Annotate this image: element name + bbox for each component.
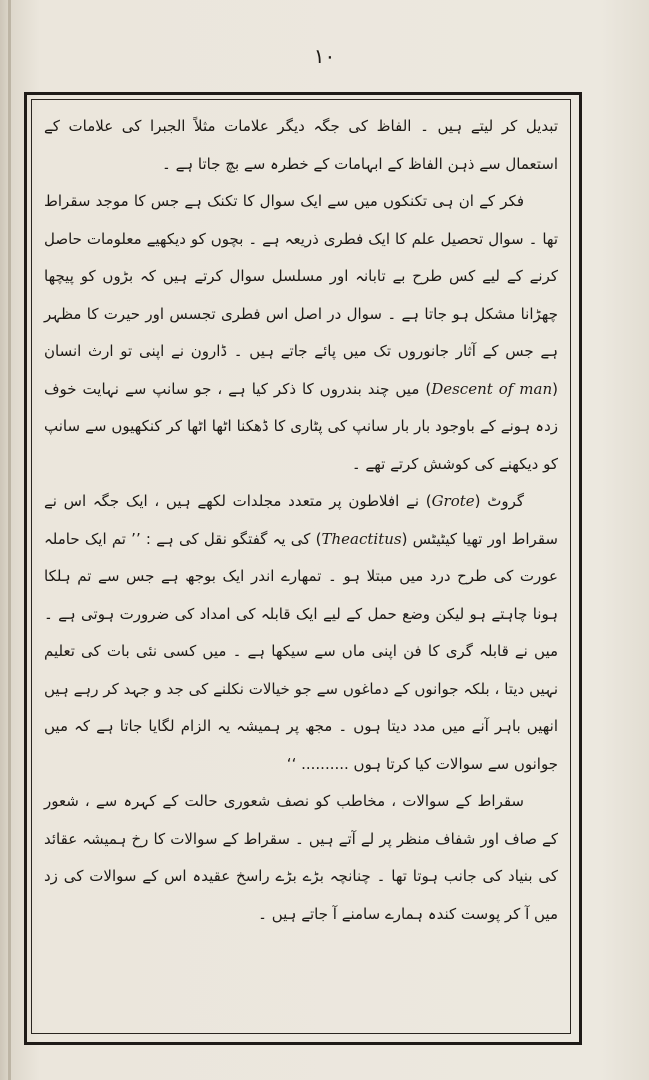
paragraph-2-text-before: فکر کے ان ہی تکنکوں میں سے ایک سوال کا تکنک ہے جس کا موجد سقراط تھا ۔ سوال تحصیل علم کا ایک فطری ذریعہ ہے ۔ بچوں کو دیکھیے معلومات حاصل کرنے کے لیے کس طرح بے تابانہ اور مسلسل سوال کرتے ہیں کہ بڑوں کو پیچھا چھڑانا مشکل ہو جاتا ہے ۔ سوال در اصل اس فطری تجسس اور حیرت کا مظہر ہے جس کے آثار جانوروں تک میں پائے جاتے ہیں ۔ ڈارون نے اپنی تو ارث انسان ( xyxy=(44,192,558,398)
paragraph-4-text: سقراط کے سوالات ، مخاطب کو نصف شعوری حالت کے کہرہ سے ، شعور کے صاف اور شفاف منظر پر لے آتے ہیں ۔ سقراط کے سوالات کا رخ ہمیشہ عقائد کی بنیاد کی جانب ہوتا تھا ۔ چنانچہ بڑے بڑے راسخ عقیدہ اس کے سوالات کی زد میں آ کر پوست کندہ ہمارے سامنے آ جاتے ہیں ۔ xyxy=(44,792,558,923)
paragraph-2-text-after: ) میں چند بندروں کا ذکر کیا ہے ، جو سانپ سے نہایت خوف زدہ ہونے کے باوجود بار بار سانپ کی پٹاری کا ڈھکنا اٹھا اٹھا کر کنکھیوں سے سانپ کو دیکھنے کی کوشش کرتے تھے ۔ xyxy=(44,379,558,473)
latin-term-grote: Grote xyxy=(431,492,475,510)
latin-term-descent-of-man: Descent of man xyxy=(431,379,553,398)
body-text xyxy=(44,108,558,1024)
book-spine-shadow xyxy=(8,0,11,1080)
paragraph-3 xyxy=(44,483,558,783)
paragraph-1-text: تبدیل کر لیتے ہیں ۔ الفاظ کی جگہ دیگر علامات مثلاً الجبرا کی علامات کے استعمال سے ذہن الفاظ کے ابہامات کے خطرہ سے بچ جاتا ہے ۔ xyxy=(44,117,558,173)
paragraph-3-text-middle: ) نے افلاطون پر متعدد مجلدات لکھے ہیں ، ایک جگہ اس نے سقراط اور تھیا کیٹیٹس ( xyxy=(44,492,558,548)
latin-term-theactitus: Theactitus xyxy=(321,529,402,548)
page-number: ١٠ xyxy=(313,44,336,68)
paragraph-4 xyxy=(44,783,558,933)
paragraph-1 xyxy=(44,108,558,183)
paragraph-2 xyxy=(44,183,558,483)
paragraph-3-text-after: ) کی یہ گفتگو نقل کی ہے : ’’ تم ایک حاملہ عورت کی طرح درد میں مبتلا ہو ۔ تمھارے اندر ایک بوجھ ہے جس سے تم ہلکا ہونا چاہتے ہو لیکن وضع حمل کے لیے ایک قابلہ کی امداد کی ضرورت ہوتی ہے ۔ میں نے قابلہ گری کا فن اپنی ماں سے سیکھا ہے ۔ میں کسی نئی بات کی تعلیم نہیں دیتا ، بلکہ جوانوں کے دماغوں سے جو خیالات نکلنے کی جد و جہد کر رہے ہیں انھیں باہر آنے میں مدد دیتا ہوں ۔ مجھ پر ہمیشہ یہ الزام لگایا جاتا ہے کہ میں جوانوں سے سوالات کیا کرتا ہوں .......... ‘‘ xyxy=(44,529,558,773)
paragraph-3-text-before: گروٹ ( xyxy=(474,492,525,510)
